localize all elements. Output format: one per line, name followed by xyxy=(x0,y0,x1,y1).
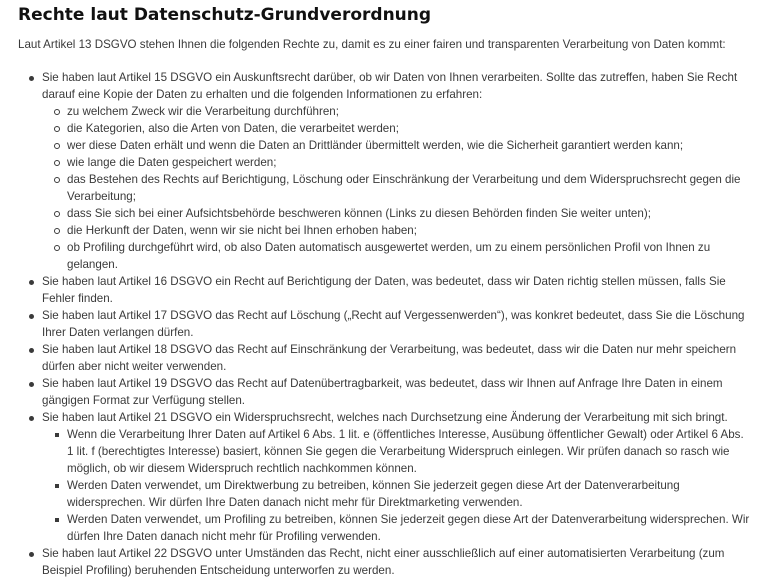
right-art15 xyxy=(42,69,750,273)
list-item: ob Profiling durchgeführt wird, ob also Daten automatisch ausgewertet werden, um zu einem persönlichen Profil von Ihnen zu gelangen. xyxy=(67,239,750,273)
right-art21-text: Sie haben laut Artikel 21 DSGVO ein Widerspruchsrecht, welches nach Durchsetzung eine Änderung der Verarbeitung mit sich bringt. xyxy=(42,411,728,424)
list-item: Wenn die Verarbeitung Ihrer Daten auf Artikel 6 Abs. 1 lit. e (öffentliches Interesse, Ausübung öffentlicher Gewalt) oder Artikel 6 Abs. 1 lit. f (berechtigtes Interesse) basiert, können Sie gegen die Verarbeitung Widerspruch einlegen. Wir prüfen danach so rasch wie möglich, ob wir diesem Widerspruch rechtlich nachkommen können. xyxy=(67,426,750,477)
list-item: zu welchem Zweck wir die Verarbeitung durchführen; xyxy=(67,103,750,120)
art15-details-list xyxy=(42,103,750,273)
right-art16: Sie haben laut Artikel 16 DSGVO ein Recht auf Berichtigung der Daten, was bedeutet, dass wir Daten richtig stellen müssen, falls Sie Fehler finden. xyxy=(42,273,750,307)
right-art17: Sie haben laut Artikel 17 DSGVO das Recht auf Löschung („Recht auf Vergessenwerden“), was konkret bedeutet, dass Sie die Löschung Ihrer Daten verlangen dürfen. xyxy=(42,307,750,341)
list-item: wie lange die Daten gespeichert werden; xyxy=(67,154,750,171)
right-art21 xyxy=(42,409,750,545)
list-item: das Bestehen des Rechts auf Berichtigung, Löschung oder Einschränkung der Verarbeitung und dem Widerspruchsrecht gegen die Verarbeitung; xyxy=(67,171,750,205)
rights-list xyxy=(18,69,750,579)
right-art19: Sie haben laut Artikel 19 DSGVO das Recht auf Datenübertragbarkeit, was bedeutet, dass wir Ihnen auf Anfrage Ihre Daten in einem gängigen Format zur Verfügung stellen. xyxy=(42,375,750,409)
intro-paragraph: Laut Artikel 13 DSGVO stehen Ihnen die folgenden Rechte zu, damit es zu einer fairen und transparenten Verarbeitung von Daten kommt: xyxy=(18,38,726,51)
list-item: Werden Daten verwendet, um Direktwerbung zu betreiben, können Sie jederzeit gegen diese Art der Datenverarbeitung widersprechen. Wir dürfen Ihre Daten danach nicht mehr für Direktmarketing verwenden. xyxy=(67,477,750,511)
list-item: die Kategorien, also die Arten von Daten, die verarbeitet werden; xyxy=(67,120,750,137)
right-art15-text: Sie haben laut Artikel 15 DSGVO ein Auskunftsrecht darüber, ob wir Daten von Ihnen verarbeiten. Sollte das zutreffen, haben Sie Recht darauf eine Kopie der Daten zu erhalten und die folgenden Informationen zu erfahren: xyxy=(42,71,738,101)
art21-details-list xyxy=(42,426,750,545)
list-item: die Herkunft der Daten, wenn wir sie nicht bei Ihnen erhoben haben; xyxy=(67,222,750,239)
list-item: dass Sie sich bei einer Aufsichtsbehörde beschweren können (Links zu diesen Behörden finden Sie weiter unten); xyxy=(67,205,750,222)
right-art22: Sie haben laut Artikel 22 DSGVO unter Umständen das Recht, nicht einer ausschließlich auf einer automatisierten Verarbeitung (zum Beispiel Profiling) beruhenden Entscheidung unterworfen zu werden. xyxy=(42,545,750,579)
list-item: wer diese Daten erhält und wenn die Daten an Drittländer übermittelt werden, wie die Sicherheit garantiert werden kann; xyxy=(67,137,750,154)
section-heading: Rechte laut Datenschutz-Grundverordnung xyxy=(18,5,432,25)
list-item: Werden Daten verwendet, um Profiling zu betreiben, können Sie jederzeit gegen diese Art der Datenverarbeitung widersprechen. Wir dürfen Ihre Daten danach nicht mehr für Profiling verwenden. xyxy=(67,513,750,543)
right-art18: Sie haben laut Artikel 18 DSGVO das Recht auf Einschränkung der Verarbeitung, was bedeutet, dass wir die Daten nur mehr speichern dürfen aber nicht weiter verwenden. xyxy=(42,341,750,375)
